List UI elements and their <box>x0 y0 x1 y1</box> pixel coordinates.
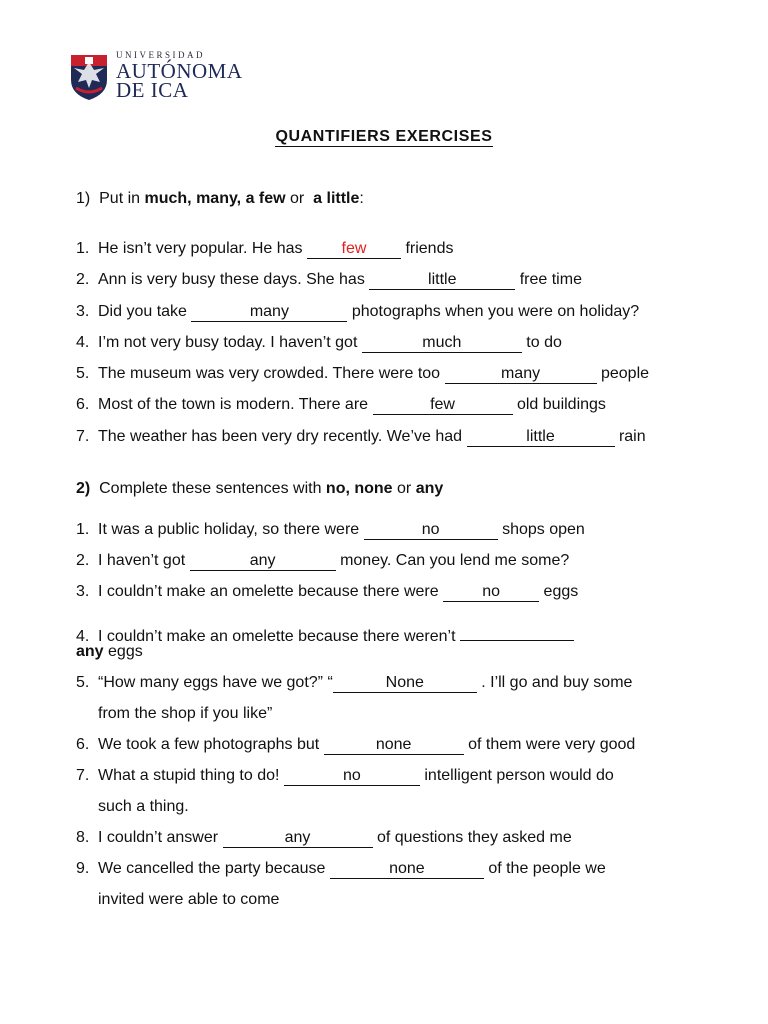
item-number: 3. <box>76 583 90 600</box>
item-number: 2. <box>76 552 90 569</box>
item-text-end: eggs <box>108 643 143 660</box>
exercise-2-item-9-cont: invited were able to come <box>98 891 280 908</box>
page-title <box>0 128 768 146</box>
item-text: I couldn’t make an omelette because there were <box>98 583 439 600</box>
answer-text: much <box>422 334 462 351</box>
answer-blank[interactable] <box>369 271 515 290</box>
item-text: The museum was very crowded. There were too <box>98 365 441 382</box>
logo-text-de-ica: DE ICA <box>116 78 189 102</box>
exercise-2-item-3 <box>76 582 578 602</box>
item-text: We cancelled the party because <box>98 860 326 877</box>
section-2-words: no, none <box>325 480 393 497</box>
item-text-end: intelligent person would do <box>424 767 614 784</box>
item-text: What a stupid thing to do! <box>98 767 280 784</box>
section-1-number: 1) <box>76 190 91 207</box>
item-text-end: free time <box>519 271 582 288</box>
answer-blank[interactable] <box>467 428 615 447</box>
answer-text: no <box>482 583 500 600</box>
exercise-1-item-5 <box>76 364 649 384</box>
answer-blank[interactable] <box>373 396 513 415</box>
item-text: The weather has been very dry recently. We’ve had <box>98 428 463 445</box>
answer-text: many <box>249 303 289 320</box>
answer-text: no <box>343 767 361 784</box>
item-text-end: to do <box>526 334 562 351</box>
exercise-1-item-7 <box>76 427 646 447</box>
section-2-last-word: any <box>415 480 444 497</box>
answer-text: none <box>375 736 412 753</box>
item-number: 1. <box>76 240 90 257</box>
answer-text: no <box>421 521 440 538</box>
answer-text: none <box>389 860 425 877</box>
logo-text-universidad: UNIVERSIDAD <box>116 50 205 60</box>
title-text: QUANTIFIERS EXERCISES <box>275 128 493 145</box>
answer-blank[interactable] <box>364 521 498 540</box>
item-text-end: . I’ll go and buy some <box>481 674 633 691</box>
item-number: 7. <box>76 767 90 784</box>
section-1-last-word: a little <box>313 190 360 207</box>
answer-blank[interactable] <box>223 829 373 848</box>
item-text-end: of the people we <box>488 860 606 877</box>
answer-blank[interactable] <box>324 736 464 755</box>
answer-text: many <box>500 365 541 382</box>
item-text-end: of them were very good <box>468 736 636 753</box>
answer-blank[interactable] <box>362 334 522 353</box>
item-number: 6. <box>76 396 90 413</box>
exercise-2-item-5-cont: from the shop if you like” <box>98 705 273 722</box>
exercise-2-item-4-cont <box>76 642 143 662</box>
exercise-2-item-5 <box>76 673 632 693</box>
exercise-2-item-9 <box>76 859 606 879</box>
item-text: Did you take <box>98 303 187 320</box>
exercise-2-item-7-cont: such a thing. <box>98 798 189 815</box>
item-text-end: rain <box>618 428 646 445</box>
section-2-or: or <box>397 480 412 497</box>
exercise-1-item-6 <box>76 395 606 415</box>
item-text-end: eggs <box>543 583 579 600</box>
section-1-or: or <box>290 190 305 207</box>
section-1-words: much, many, a few <box>144 190 286 207</box>
item-number: 6. <box>76 736 90 753</box>
item-text-end: people <box>600 365 650 382</box>
item-text-end: money. Can you lend me some? <box>340 552 570 569</box>
item-text: I haven’t got <box>98 552 186 569</box>
answer-blank[interactable] <box>307 240 401 259</box>
item-number: 3. <box>76 303 90 320</box>
item-number: 5. <box>76 674 90 691</box>
answer-text: any <box>284 829 311 846</box>
answer-text: little <box>428 271 457 288</box>
exercise-1-item-3 <box>76 302 639 322</box>
section-2-heading <box>76 479 443 499</box>
answer-blank[interactable] <box>284 767 420 786</box>
item-text: I’m not very busy today. I haven’t got <box>98 334 358 351</box>
item-number: 8. <box>76 829 90 846</box>
exercise-1-item-1 <box>76 239 453 259</box>
item-text-end: old buildings <box>516 396 606 413</box>
item-number: 5. <box>76 365 90 382</box>
answer-blank[interactable] <box>445 365 597 384</box>
item-text: It was a public holiday, so there were <box>98 521 360 538</box>
item-text: Most of the town is modern. There are <box>98 396 369 413</box>
item-number: 9. <box>76 860 90 877</box>
answer-blank[interactable] <box>443 583 539 602</box>
item-text: “How many eggs have we got?” “ <box>98 674 333 691</box>
answer-text: None <box>385 674 424 691</box>
answer-text: any <box>76 643 104 660</box>
answer-blank[interactable] <box>460 622 574 641</box>
logo-text-autonoma: AUTÓNOMA <box>116 59 243 83</box>
item-text: Ann is very busy these days. She has <box>98 271 365 288</box>
crest-icon <box>68 52 110 102</box>
item-text-end: of questions they asked me <box>376 829 572 846</box>
item-number: 1. <box>76 521 90 538</box>
item-text: He isn’t very popular. He has <box>98 240 303 257</box>
exercise-2-item-6 <box>76 735 635 755</box>
item-text: I couldn’t answer <box>98 829 219 846</box>
section-1-heading <box>76 189 364 209</box>
answer-blank[interactable] <box>190 552 336 571</box>
university-logo <box>68 50 248 102</box>
item-text-end: friends <box>405 240 454 257</box>
exercise-2-item-4 <box>76 622 574 647</box>
exercise-2-item-2 <box>76 551 569 571</box>
exercise-2-item-8 <box>76 828 572 848</box>
section-1-instruction: Put in <box>99 190 141 207</box>
item-text-end: photographs when you were on holiday? <box>351 303 640 320</box>
section-1-colon: : <box>359 190 364 207</box>
item-number: 7. <box>76 428 90 445</box>
section-2-instruction: Complete these sentences with <box>99 480 322 497</box>
answer-blank[interactable] <box>330 860 484 879</box>
answer-text: little <box>526 428 555 445</box>
item-text: I couldn’t make an omelette because there weren’t <box>98 628 456 645</box>
exercise-2-item-1 <box>76 520 585 540</box>
item-number: 4. <box>76 628 90 645</box>
item-text: We took a few photographs but <box>98 736 320 753</box>
answer-text: any <box>249 552 276 569</box>
section-2-number: 2) <box>76 480 91 497</box>
exercise-1-item-4 <box>76 333 562 353</box>
answer-text: few <box>430 396 455 413</box>
exercise-1-item-2 <box>76 270 582 290</box>
exercise-2-item-7 <box>76 766 614 786</box>
answer-blank[interactable] <box>333 674 477 693</box>
answer-text: few <box>341 240 367 257</box>
item-text-end: shops open <box>502 521 585 538</box>
item-number: 2. <box>76 271 90 288</box>
answer-blank[interactable] <box>191 303 347 322</box>
item-number: 4. <box>76 334 90 351</box>
